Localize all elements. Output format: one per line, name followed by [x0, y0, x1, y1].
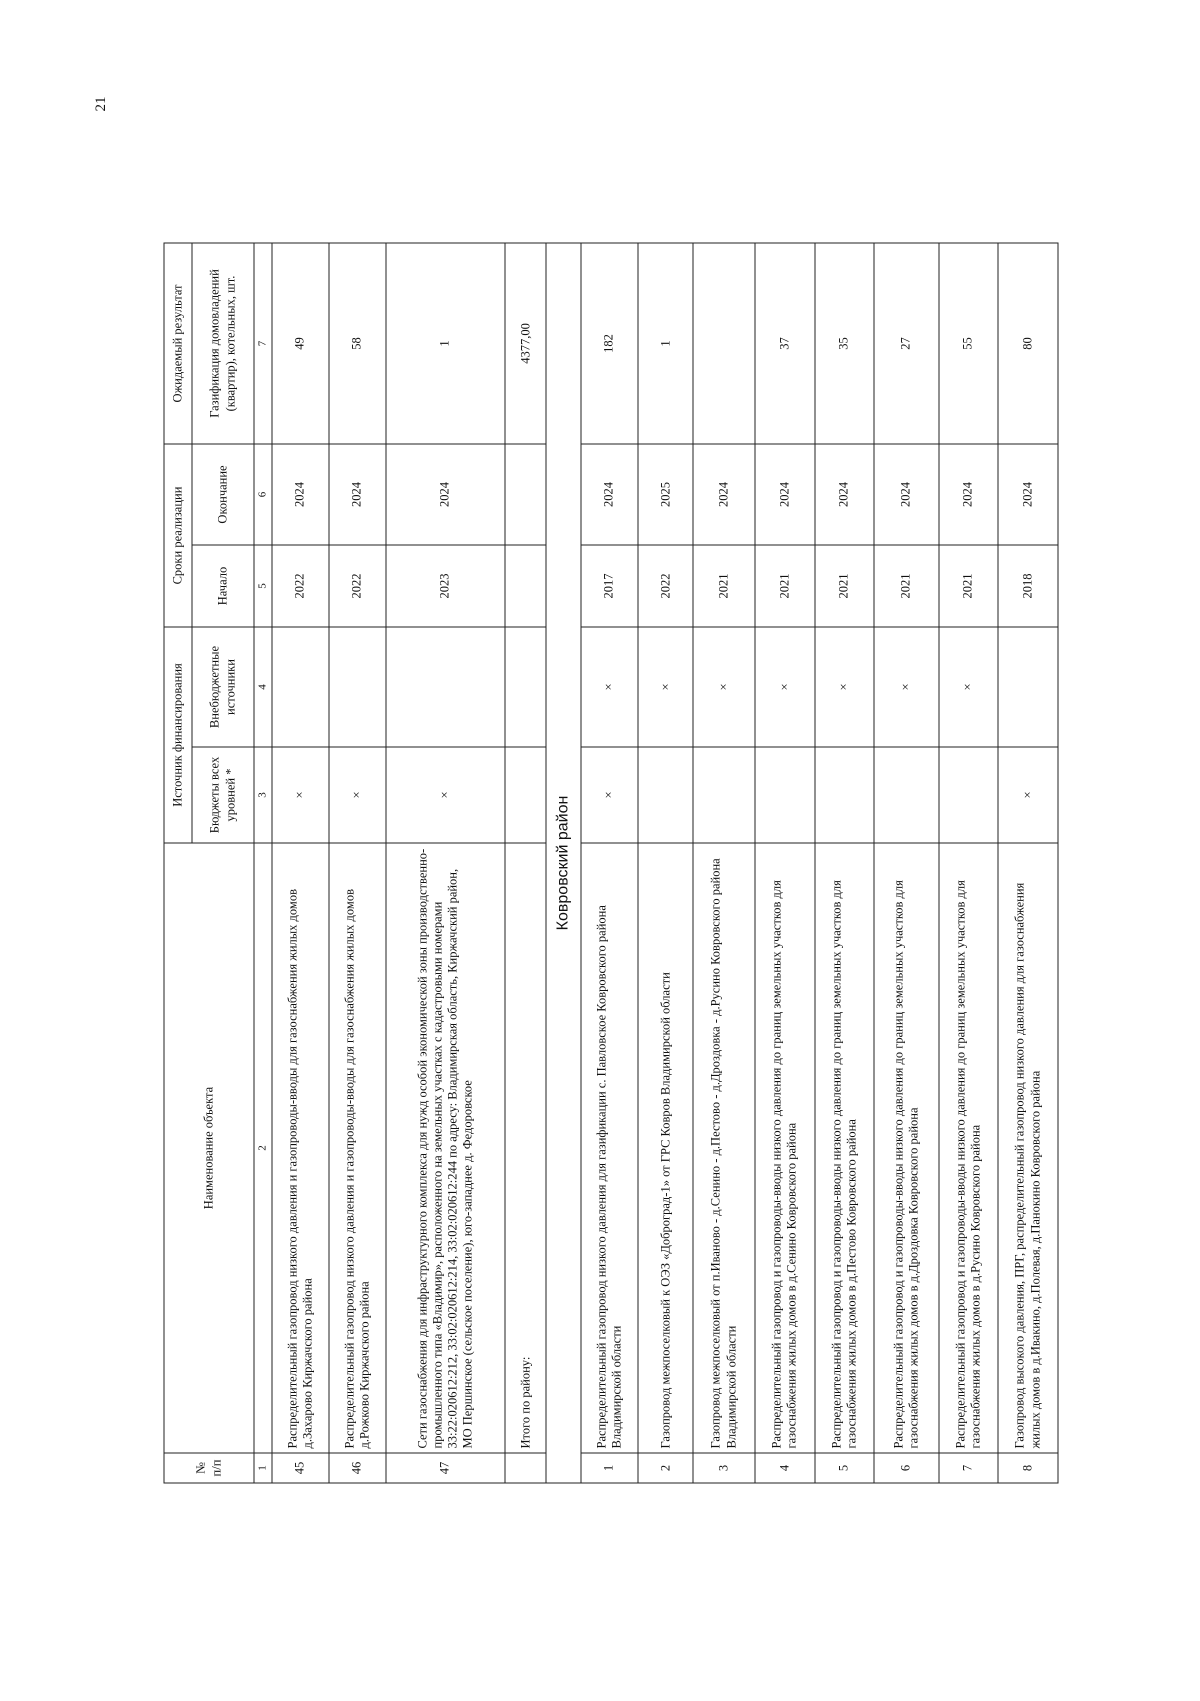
table-row [755, 243, 815, 1483]
row-extra: × [815, 627, 875, 747]
col-number: 7 [254, 243, 272, 444]
total-budget [505, 747, 546, 843]
row-extra: × [755, 627, 815, 747]
col-number: 2 [254, 843, 272, 1453]
row-end: 2024 [693, 444, 755, 545]
row-name: Распределительный газопровод и газопроводы-вводы низкого давления до границ земельных участков для газоснабжения жилых домов в д.Русино Ковровского района [939, 843, 999, 1453]
row-budget: × [272, 747, 328, 843]
col-number: 5 [254, 545, 272, 627]
row-start: 2022 [638, 545, 693, 627]
total-value: 4377,00 [505, 243, 546, 444]
col-number: 6 [254, 444, 272, 545]
row-result: 37 [755, 243, 815, 444]
col-number: 1 [254, 1453, 272, 1483]
row-num: 47 [386, 1453, 505, 1483]
section-title: Ковровский район [546, 243, 580, 1483]
row-num: 45 [272, 1453, 328, 1483]
row-extra [272, 627, 328, 747]
row-end: 2025 [638, 444, 693, 545]
total-start [505, 545, 546, 627]
row-num: 3 [693, 1453, 755, 1483]
total-num [505, 1453, 546, 1483]
row-num: 5 [815, 1453, 875, 1483]
table-row [874, 243, 938, 1483]
header-num: № п/п [164, 1453, 254, 1483]
row-start: 2021 [939, 545, 999, 627]
row-extra [386, 627, 505, 747]
col-number: 3 [254, 747, 272, 843]
row-result: 1 [386, 243, 505, 444]
row-name: Сети газоснабжения для инфраструктурного комплекса для нужд особой экономической зоны производственно-промышленного типа «Владимир», расположенного на земельных участках с кадастровыми номерами 33:22:020612:212, 33:02:020612:214, 33:02:020612:244 по адресу: Владимирская область, Киржачский район, МО Першинское (сельское поселение), юго-западнее д. Федоровское [386, 843, 505, 1453]
header-budgets: Бюджеты всех уровней * [192, 747, 254, 843]
table-row [998, 243, 1058, 1483]
row-start: 2017 [581, 545, 638, 627]
row-extra: × [939, 627, 999, 747]
row-num: 6 [874, 1453, 938, 1483]
row-end: 2024 [386, 444, 505, 545]
row-end: 2024 [939, 444, 999, 545]
table-row [386, 243, 505, 1483]
row-name: Газопровод межпоселковый к ОЭЗ «Доброград-1» от ГРС Ковров Владимирской области [638, 843, 693, 1453]
total-extra [505, 627, 546, 747]
row-num: 2 [638, 1453, 693, 1483]
header-start: Начало [192, 545, 254, 627]
section-row [546, 243, 580, 1483]
table-row [581, 243, 638, 1483]
row-budget [693, 747, 755, 843]
row-end: 2024 [755, 444, 815, 545]
row-start: 2018 [998, 545, 1058, 627]
row-end: 2024 [272, 444, 328, 545]
total-label: Итого по району: [505, 843, 546, 1453]
row-start: 2022 [329, 545, 386, 627]
row-name: Распределительный газопровод и газопроводы-вводы низкого давления до границ земельных участков для газоснабжения жилых домов в д.Дроздовка Ковровского района [874, 843, 938, 1453]
row-result: 55 [939, 243, 999, 444]
header-extrabudget: Внебюджетные источники [192, 627, 254, 747]
row-start: 2021 [815, 545, 875, 627]
row-start: 2021 [693, 545, 755, 627]
row-num: 8 [998, 1453, 1058, 1483]
row-result [693, 243, 755, 444]
row-extra: × [581, 627, 638, 747]
row-name: Распределительный газопровод низкого давления для газификации с. Павловское Ковровского района Владимирской области [581, 843, 638, 1453]
row-start: 2022 [272, 545, 328, 627]
row-result: 1 [638, 243, 693, 444]
header-end: Окончание [192, 444, 254, 545]
row-extra [998, 627, 1058, 747]
row-name: Распределительный газопровод и газопроводы-вводы низкого давления до границ земельных участков для газоснабжения жилых домов в д.Сенино Ковровского района [755, 843, 815, 1453]
row-result: 182 [581, 243, 638, 444]
row-name: Распределительный газопровод низкого давления и газопроводы-вводы для газоснабжения жилых домов д.Захарово Киржачского района [272, 843, 328, 1453]
row-num: 4 [755, 1453, 815, 1483]
row-budget [815, 747, 875, 843]
header-result: Ожидаемый результат [164, 243, 192, 444]
row-end: 2024 [329, 444, 386, 545]
row-name: Газопровод межпоселковый от п.Иваново - д.Сенино - д.Пестово - д.Дроздовка - д.Русино Ковровского района Владимирской области [693, 843, 755, 1453]
row-extra: × [693, 627, 755, 747]
row-result: 80 [998, 243, 1058, 444]
table-row [815, 243, 875, 1483]
row-start: 2023 [386, 545, 505, 627]
total-row [505, 243, 546, 1483]
table-row [693, 243, 755, 1483]
row-extra: × [874, 627, 938, 747]
row-extra: × [638, 627, 693, 747]
row-extra [329, 627, 386, 747]
header-funding-source: Источник финансирования [164, 627, 192, 843]
row-end: 2024 [581, 444, 638, 545]
row-budget [939, 747, 999, 843]
row-end: 2024 [874, 444, 938, 545]
row-budget: × [386, 747, 505, 843]
table-row [638, 243, 693, 1483]
row-result: 49 [272, 243, 328, 444]
row-budget [638, 747, 693, 843]
total-end [505, 444, 546, 545]
row-start: 2021 [755, 545, 815, 627]
row-end: 2024 [998, 444, 1058, 545]
row-num: 1 [581, 1453, 638, 1483]
row-name: Газопровод высокого давления, ПРГ, распределительный газопровод низкого давления для газоснабжения жилых домов в д.Ивакино, д.Полевая, д.Панокино Ковровского района [998, 843, 1058, 1453]
row-num: 46 [329, 1453, 386, 1483]
table-row [939, 243, 999, 1483]
row-budget [874, 747, 938, 843]
row-num: 7 [939, 1453, 999, 1483]
header-name: Наименование объекта [164, 843, 254, 1453]
header-terms: Сроки реализации [164, 444, 192, 627]
row-result: 35 [815, 243, 875, 444]
row-budget: × [998, 747, 1058, 843]
table-row [329, 243, 386, 1483]
row-budget [755, 747, 815, 843]
row-name: Распределительный газопровод низкого давления и газопроводы-вводы для газоснабжения жилых домов д.Рожково Киржачского района [329, 843, 386, 1453]
row-end: 2024 [815, 444, 875, 545]
page-number: 21 [93, 96, 109, 112]
table-row [272, 243, 328, 1483]
row-budget: × [329, 747, 386, 843]
row-name: Распределительный газопровод и газопроводы-вводы низкого давления до границ земельных участков для газоснабжения жилых домов в д.Пестово Ковровского района [815, 843, 875, 1453]
row-result: 58 [329, 243, 386, 444]
row-budget: × [581, 747, 638, 843]
row-start: 2021 [874, 545, 938, 627]
gasification-table [164, 242, 1059, 1483]
rotated-table-container [164, 244, 1059, 1484]
row-result: 27 [874, 243, 938, 444]
col-number: 4 [254, 627, 272, 747]
header-result-sub: Газификация домовладений (квартир), котельных, шт. [192, 243, 254, 444]
